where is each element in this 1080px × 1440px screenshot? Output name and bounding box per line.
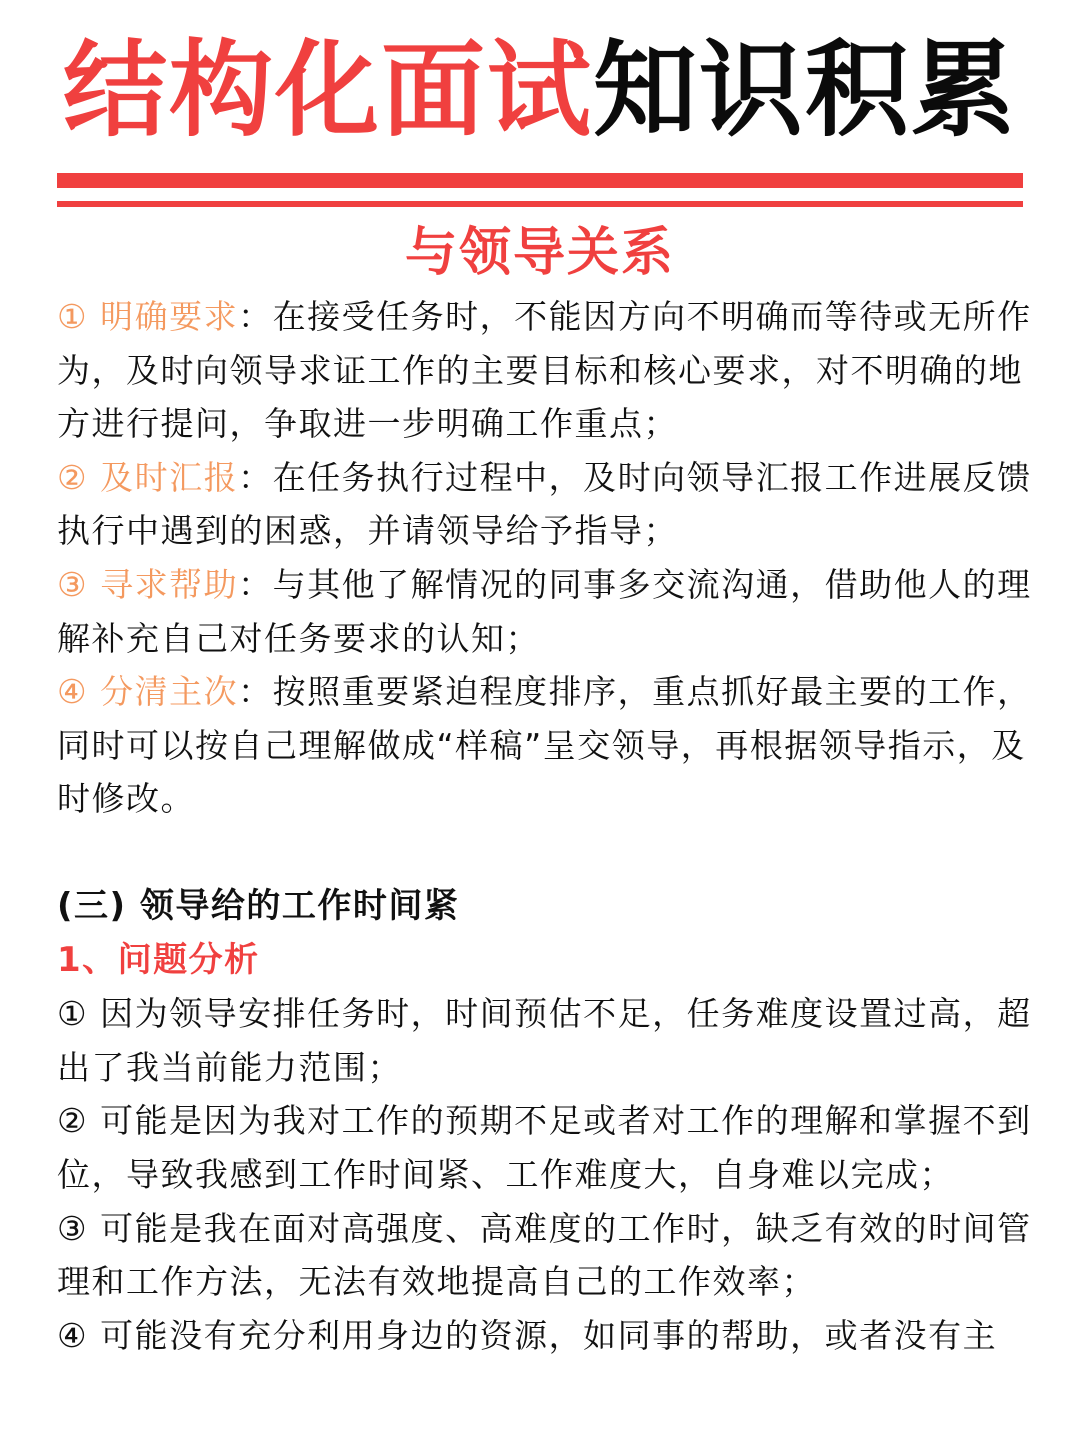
tip-lead: ③ 寻求帮助 <box>57 564 239 604</box>
tip-separator: ： <box>238 564 273 604</box>
subtitle: 与领导关系 <box>404 223 675 283</box>
page-title <box>0 30 1080 150</box>
tip-text: 与其他了解情况的同事多交流沟通，借助他人的理解补充自己对任务要求的认知； <box>57 564 1032 658</box>
tip-text: 在接受任务时，不能因方向不明确而等待或无所作为，及时向领导求证工作的主要目标和核心要求，对不明确的地方进行提问，争取进一步明确工作重点； <box>57 297 1032 444</box>
tip-separator: ： <box>238 297 273 336</box>
analysis-item: ④ 可能没有充分利用身边的资源，如同事的帮助，或者没有主 <box>57 1315 998 1355</box>
tip-paragraph <box>57 665 1047 826</box>
tip-paragraph <box>57 451 1047 558</box>
tip-paragraph <box>57 290 1047 451</box>
analysis-item: ② 可能是因为我对工作的预期不足或者对工作的理解和掌握不到位，导致我感到工作时间紧、工作难度大，自身难以完成； <box>57 1101 1032 1194</box>
tip-lead: ④ 分清主次 <box>57 672 239 712</box>
tip-text: 按照重要紧迫程度排序，重点抓好最主要的工作，同时可以按自己理解做成“样稿”呈交领导，再根据领导指示，及时修改。 <box>57 672 1032 819</box>
analysis-item: ① 因为领导安排任务时，时间预估不足，任务难度设置过高，超出了我当前能力范围； <box>57 994 1032 1087</box>
tip-separator: ： <box>238 457 273 497</box>
title-red-part: 结构化面试 <box>62 29 593 151</box>
section-heading: (三) 领导给的工作时间紧 <box>57 885 460 926</box>
title-divider-thick <box>57 173 1023 188</box>
analysis-item: ③ 可能是我在面对高强度、高难度的工作时，缺乏有效的时间管理和工作方法，无法有效地提高自己的工作效率； <box>57 1208 1032 1302</box>
tip-separator: ： <box>238 672 273 712</box>
tip-text: 在任务执行过程中，及时向领导汇报工作进展反馈执行中遇到的困惑，并请领导给予指导； <box>57 457 1032 551</box>
tip-paragraph <box>57 558 1047 665</box>
section-subheading: 1、问题分析 <box>57 939 260 980</box>
title-divider-thin <box>57 201 1023 207</box>
tip-lead: ② 及时汇报 <box>57 457 239 497</box>
tip-lead: ① 明确要求 <box>57 297 239 336</box>
content-body <box>57 290 1047 1362</box>
title-black-part: 知识积累 <box>593 29 1018 151</box>
